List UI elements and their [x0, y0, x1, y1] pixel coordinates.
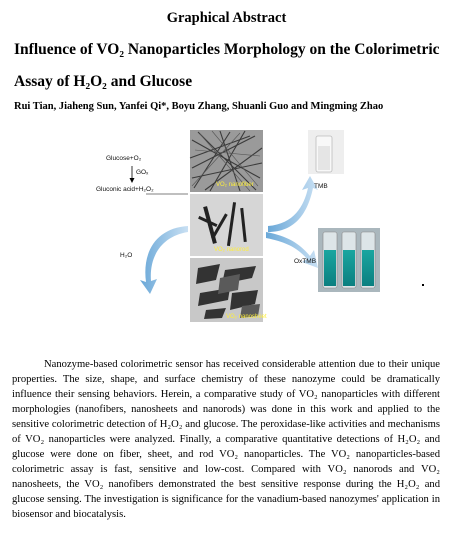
oxtmb-label: OxTMB — [294, 258, 317, 265]
glucose-label: Glucose+O₂ — [106, 155, 142, 162]
tmb-vial-image — [308, 130, 344, 174]
gox-label: GOₓ — [136, 169, 149, 176]
nanofiber-label: VO₂ nanofiber — [216, 182, 254, 188]
stray-dot — [422, 284, 424, 286]
graphical-abstract-figure — [80, 128, 380, 346]
author-list: Rui Tian, Jiaheng Sun, Yanfei Qi*, Boyu Zhang, Shuanli Guo and Mingming Zhao — [14, 101, 384, 112]
h2o-label: H₂O — [120, 252, 133, 259]
curved-arrow-left — [140, 226, 188, 294]
graphical-abstract-heading: Graphical Abstract — [166, 10, 287, 26]
nanosheet-label: VO₂ nanosheet — [226, 314, 267, 320]
abstract-text: Nanozyme-based colorimetric sensor has received considerable attention due to their unique properties. The size, shape, and surface chemistry of these nanozyme could be dramatically influence their sensing behaviors. Herein, a comparative study of VO₂ nanoparticles with different morphologies (nanofibers, nanosheets and nanorods) was done in this work and applied to the sensitive colorimetric detection of H₂O₂ and glucose. The peroxidase-like activities and mechanisms of VO₂ nanoparticles were analyzed. Finally, a comparative quantitative detections of H₂O₂ and glucose were done on fiber, sheet, and rod VO₂ nanoparticles. The VO₂ nanoparticles-based colorimetric assay is fast, sensitive and low-cost. Compared with VO₂ nanorods and VO₂ nanosheets, the VO₂ nanofibers demonstrated the best sensitive response during the H₂O₂ and glucose sensing. The investigation is significance for the vanadium-based nanozymes' application in biosensor and biocatalysis. — [12, 359, 440, 520]
nanorod-label: VO₂ nanorod — [214, 247, 249, 253]
paper-title: Influence of VO₂ Nanoparticles Morphology on the Colorimetric Assay of H₂O₂ and Glucose — [14, 41, 440, 90]
oxtmb-vials-image — [318, 228, 380, 292]
curved-arrow-right — [268, 176, 318, 232]
tmb-label: TMB — [314, 183, 328, 190]
gluconic-acid-label: Gluconic acid+H₂O₂ — [96, 186, 154, 193]
tem-nanosheet-image — [190, 258, 263, 322]
